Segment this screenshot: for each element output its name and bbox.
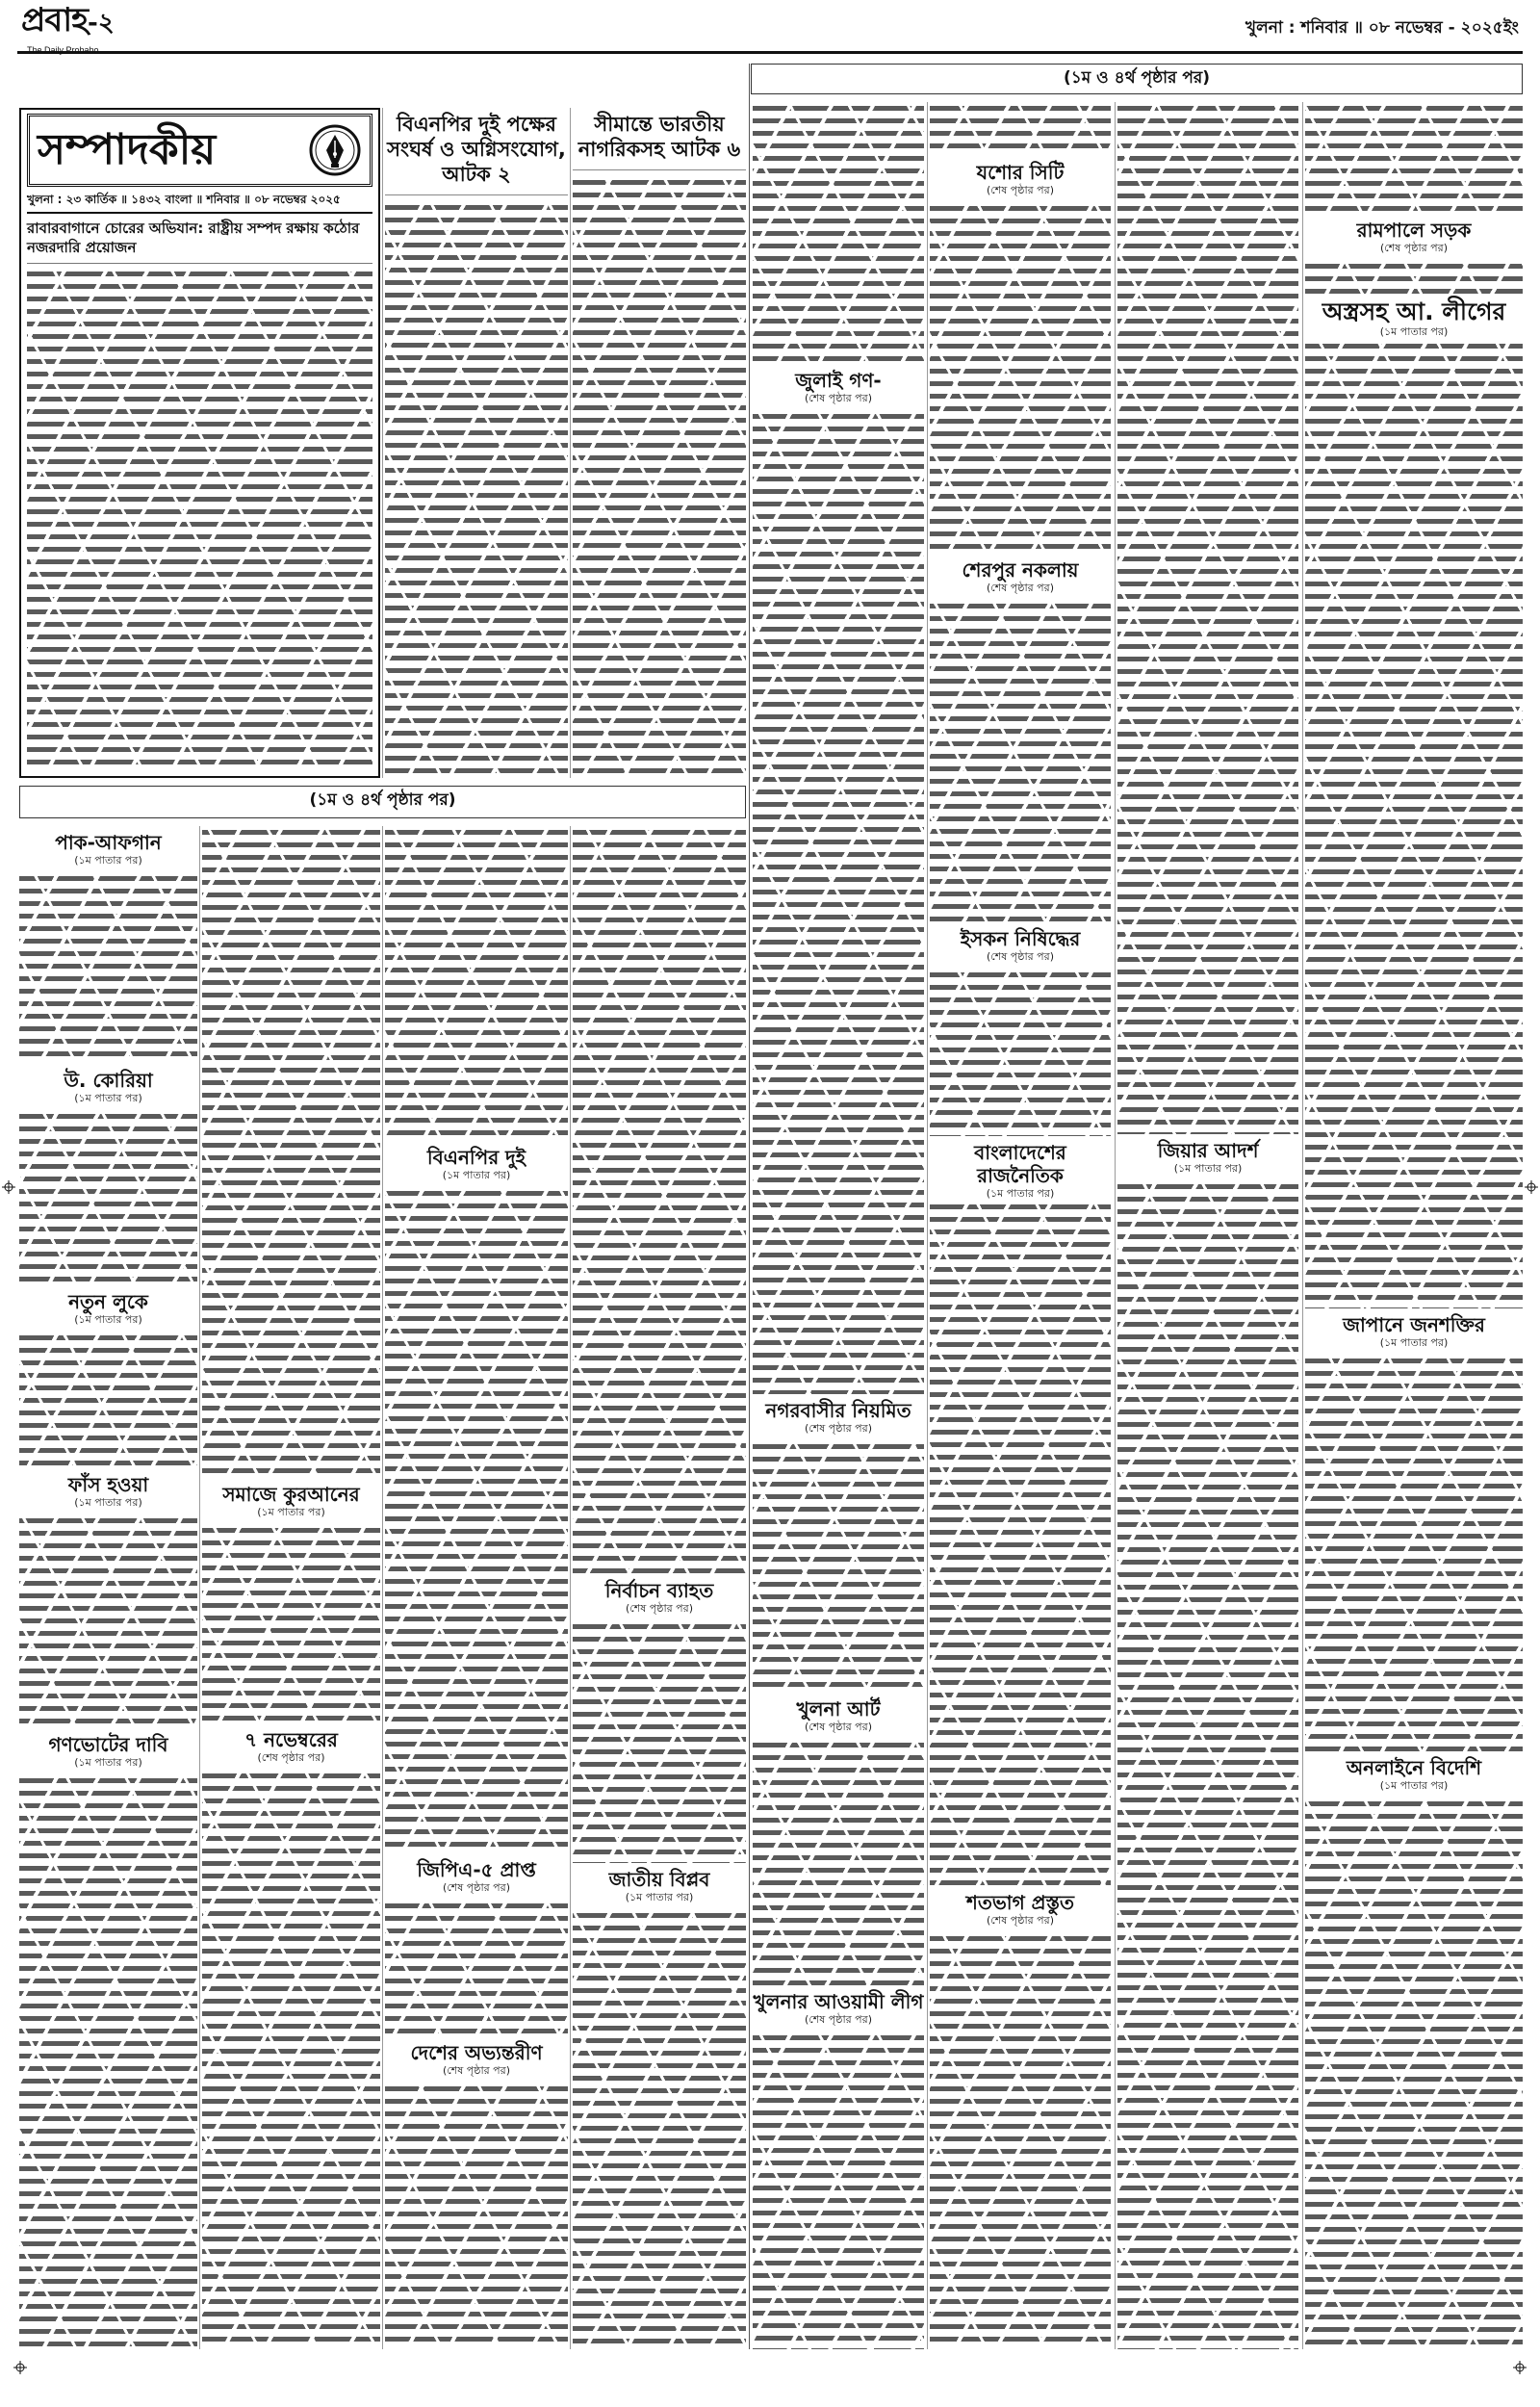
column-d	[573, 826, 746, 2349]
article-headline: ইসকন নিষিদ্ধের	[960, 927, 1081, 950]
article-head	[385, 1853, 568, 1900]
jump-label: (১ম পাতার পর)	[1379, 1336, 1449, 1349]
article-headline: জিয়ার আদর্শ	[1157, 1139, 1259, 1162]
jump-label: (শেষ পৃষ্ঠার পর)	[625, 1602, 693, 1615]
column-e	[753, 102, 924, 2349]
column-rule	[1302, 102, 1303, 2349]
article-headline: সমাজে কুরআনের	[222, 1483, 360, 1506]
article-body	[930, 1201, 1111, 1886]
article-headline: ৭ নভেম্বরের	[244, 1728, 338, 1751]
article-body	[19, 1332, 197, 1468]
article-head	[930, 922, 1111, 969]
article-body	[1305, 260, 1523, 294]
top-story-head	[573, 108, 746, 170]
registration-mark-icon	[1513, 2361, 1527, 2374]
article-head	[202, 1723, 380, 1770]
article-head	[1305, 294, 1523, 340]
top-story-column-d	[573, 108, 746, 778]
jump-label: (১ম পাতার পর)	[442, 1169, 511, 1181]
article-headline: জিপিএ-৫ প্রাপ্ত	[417, 1858, 536, 1881]
article-headline: গণভোটের দাবি	[48, 1733, 168, 1756]
article-headline: পাক-আফগান	[55, 831, 162, 854]
article-body	[202, 826, 380, 1478]
article-head	[19, 1468, 197, 1514]
article-head	[930, 1886, 1111, 1932]
article-body	[202, 1524, 380, 1723]
article-body	[1305, 340, 1523, 1308]
article-body	[753, 102, 924, 364]
pen-nib-icon	[308, 123, 362, 177]
article-headline: শতভাগ প্রস্তুত	[966, 1891, 1074, 1914]
article-body	[930, 969, 1111, 1136]
jump-label: (১ম পাতার পর)	[986, 1187, 1055, 1200]
editorial-headline: রাবারবাগানে চোরের অভিযান: রাষ্ট্রীয় সম্পদ রক্ষায় কঠোর নজরদারি প্রয়োজন	[27, 214, 372, 264]
jump-label: (শেষ পৃষ্ঠার পর)	[804, 392, 872, 404]
editorial-body	[27, 268, 372, 770]
article-head	[19, 826, 197, 872]
jump-label: (শেষ পৃষ্ঠার পর)	[442, 2064, 510, 2077]
article-body	[753, 1440, 924, 1693]
article-body	[385, 1187, 568, 1853]
jump-label: (১ম পাতার পর)	[74, 1756, 142, 1769]
article-body	[1305, 1355, 1523, 1751]
jump-label: (১ম পাতার পর)	[1173, 1162, 1243, 1175]
jump-label: (শেষ পৃষ্ঠার পর)	[257, 1751, 325, 1764]
article-headline: নগরবাসীর নিয়মিত	[765, 1399, 911, 1422]
article-body	[573, 826, 746, 1574]
article-head	[930, 156, 1111, 202]
top-story-column-c	[385, 108, 568, 778]
jump-label: (শেষ পৃষ্ঠার পর)	[804, 2013, 872, 2026]
column-rule	[570, 826, 571, 2349]
newspaper-logo	[21, 2, 115, 55]
article-body	[19, 1774, 197, 2349]
article-head	[930, 554, 1111, 600]
article-body	[1117, 102, 1298, 1134]
article-head	[202, 1478, 380, 1524]
editorial-box	[19, 108, 380, 778]
article-body	[1117, 1180, 1298, 2349]
article-body	[930, 600, 1111, 922]
column-h	[1305, 102, 1523, 2349]
article-head	[19, 1285, 197, 1332]
article-body	[385, 826, 568, 1141]
article-head	[753, 1985, 924, 2032]
article-headline: বিএনপির দুই	[426, 1146, 526, 1169]
column-g	[1117, 102, 1298, 2349]
article-head	[930, 1136, 1111, 1201]
article-body	[753, 2032, 924, 2349]
article-head	[753, 1394, 924, 1440]
article-head	[753, 1693, 924, 1739]
article-headline: জাপানে জনশক্তির	[1343, 1313, 1485, 1336]
article-headline: জাতীয় বিপ্লব	[608, 1868, 710, 1891]
jump-label: (শেষ পৃষ্ঠার পর)	[1379, 242, 1448, 254]
article-body	[19, 1110, 197, 1285]
registration-mark-icon	[1525, 1180, 1538, 1194]
article-body	[930, 1932, 1111, 2349]
article-headline: ফাঁস হওয়া	[67, 1473, 149, 1496]
editorial-dateline: খুলনা : ২৩ কার্তিক ॥ ১৪৩২ বাংলা ॥ শনিবার ॥ ০৮ নভেম্বর ২০২৫	[27, 187, 372, 214]
jump-label: (১ম পাতার পর)	[1379, 1779, 1449, 1792]
registration-mark-icon	[2, 1180, 15, 1194]
article-headline: অনলাইনে বিদেশি	[1346, 1756, 1482, 1779]
column-rule	[382, 108, 383, 778]
continued-banner-right: (১ম ও ৪র্থ পৃষ্ঠার পর)	[751, 64, 1523, 94]
column-rule	[749, 64, 750, 2349]
jump-label: (১ম পাতার পর)	[74, 1092, 142, 1104]
top-story-head	[385, 108, 568, 195]
logo-wordmark: প্রবাহ	[21, 1, 89, 39]
article-head	[1305, 214, 1523, 260]
article-headline: জুলাই গণ-	[795, 369, 882, 392]
jump-label: (১ম পাতার পর)	[74, 1496, 142, 1509]
article-head	[19, 1064, 197, 1110]
page-number: -২	[88, 9, 115, 38]
editorial-titlebar	[27, 114, 372, 187]
continued-banner-left: (১ম ও ৪র্থ পৃষ্ঠার পর)	[19, 786, 746, 818]
editorial-title: সম্পাদকীয়	[38, 125, 217, 174]
article-head	[1117, 1134, 1298, 1180]
article-head	[385, 2036, 568, 2083]
jump-label: (১ম পাতার পর)	[74, 1313, 142, 1326]
column-b	[202, 826, 380, 2349]
article-headline: উ. কোরিয়া	[64, 1069, 153, 1092]
article-head	[573, 1863, 746, 1909]
column-rule	[1115, 102, 1116, 2349]
column-c	[385, 826, 568, 2349]
article-body	[19, 1514, 197, 1728]
top-story-body	[573, 176, 746, 778]
masthead	[17, 0, 1523, 54]
article-body	[202, 1770, 380, 2349]
column-rule	[570, 108, 571, 778]
page-dateline: খুলনা : শনিবার ॥ ০৮ নভেম্বর - ২০২৫ইং	[1245, 18, 1519, 38]
article-body	[19, 872, 197, 1064]
article-body	[930, 102, 1111, 156]
jump-label: (শেষ পৃষ্ঠার পর)	[986, 582, 1054, 594]
article-headline: দেশের অভ্যন্তরীণ	[410, 2041, 543, 2064]
article-body	[1305, 102, 1523, 214]
registration-mark-icon	[13, 2361, 27, 2374]
article-body	[753, 410, 924, 1394]
article-head	[385, 1141, 568, 1187]
logo-tagline: The Daily Probaho	[27, 45, 99, 55]
top-story-body	[385, 201, 568, 778]
jump-label: (শেষ পৃষ্ঠার পর)	[986, 950, 1054, 963]
column-rule	[199, 826, 200, 2349]
article-head	[19, 1728, 197, 1774]
jump-label: (১ম পাতার পর)	[1379, 325, 1449, 338]
article-headline: নতুন লুকে	[68, 1290, 148, 1313]
article-headline: খুলনার আওয়ামী লীগ	[753, 1990, 924, 2013]
column-rule	[927, 102, 928, 2349]
column-a	[19, 826, 197, 2349]
article-headline: অস্ত্রসহ আ. লীগের	[1322, 298, 1506, 325]
article-head	[1305, 1308, 1523, 1355]
jump-label: (১ম পাতার পর)	[74, 854, 142, 867]
article-head	[753, 364, 924, 410]
article-headline: যশোর সিটি	[976, 161, 1065, 184]
article-headline: রামপালে সড়ক	[1356, 219, 1472, 242]
article-headline: নির্বাচন ব্যাহত	[604, 1579, 714, 1602]
jump-label: (শেষ পৃষ্ঠার পর)	[442, 1881, 510, 1894]
jump-label: (শেষ পৃষ্ঠার পর)	[986, 1914, 1054, 1927]
top-story-headline: সীমান্তে ভারতীয় নাগরিকসহ আটক ৬	[578, 113, 741, 161]
article-headline: খুলনা আর্ট	[796, 1697, 881, 1721]
jump-label: (শেষ পৃষ্ঠার পর)	[804, 1721, 872, 1733]
column-rule	[382, 826, 383, 2349]
article-head	[573, 1574, 746, 1620]
article-body	[573, 1909, 746, 2349]
article-body	[930, 202, 1111, 554]
jump-label: (শেষ পৃষ্ঠার পর)	[986, 184, 1054, 196]
article-body	[1305, 1798, 1523, 2349]
column-f	[930, 102, 1111, 2349]
article-body	[753, 1739, 924, 1985]
article-body	[573, 1620, 746, 1863]
article-head	[1305, 1751, 1523, 1798]
article-body	[385, 2083, 568, 2349]
article-headline: শেরপুর নকলায়	[962, 558, 1079, 582]
jump-label: (শেষ পৃষ্ঠার পর)	[804, 1422, 872, 1435]
article-headline: বাংলাদেশের রাজনৈতিক	[974, 1141, 1066, 1187]
jump-label: (১ম পাতার পর)	[257, 1506, 325, 1518]
top-story-headline: বিএনপির দুই পক্ষের সংঘর্ষ ও অগ্নিসংযোগ, আটক ২	[387, 113, 566, 186]
article-body	[385, 1900, 568, 2036]
jump-label: (১ম পাতার পর)	[625, 1891, 694, 1903]
